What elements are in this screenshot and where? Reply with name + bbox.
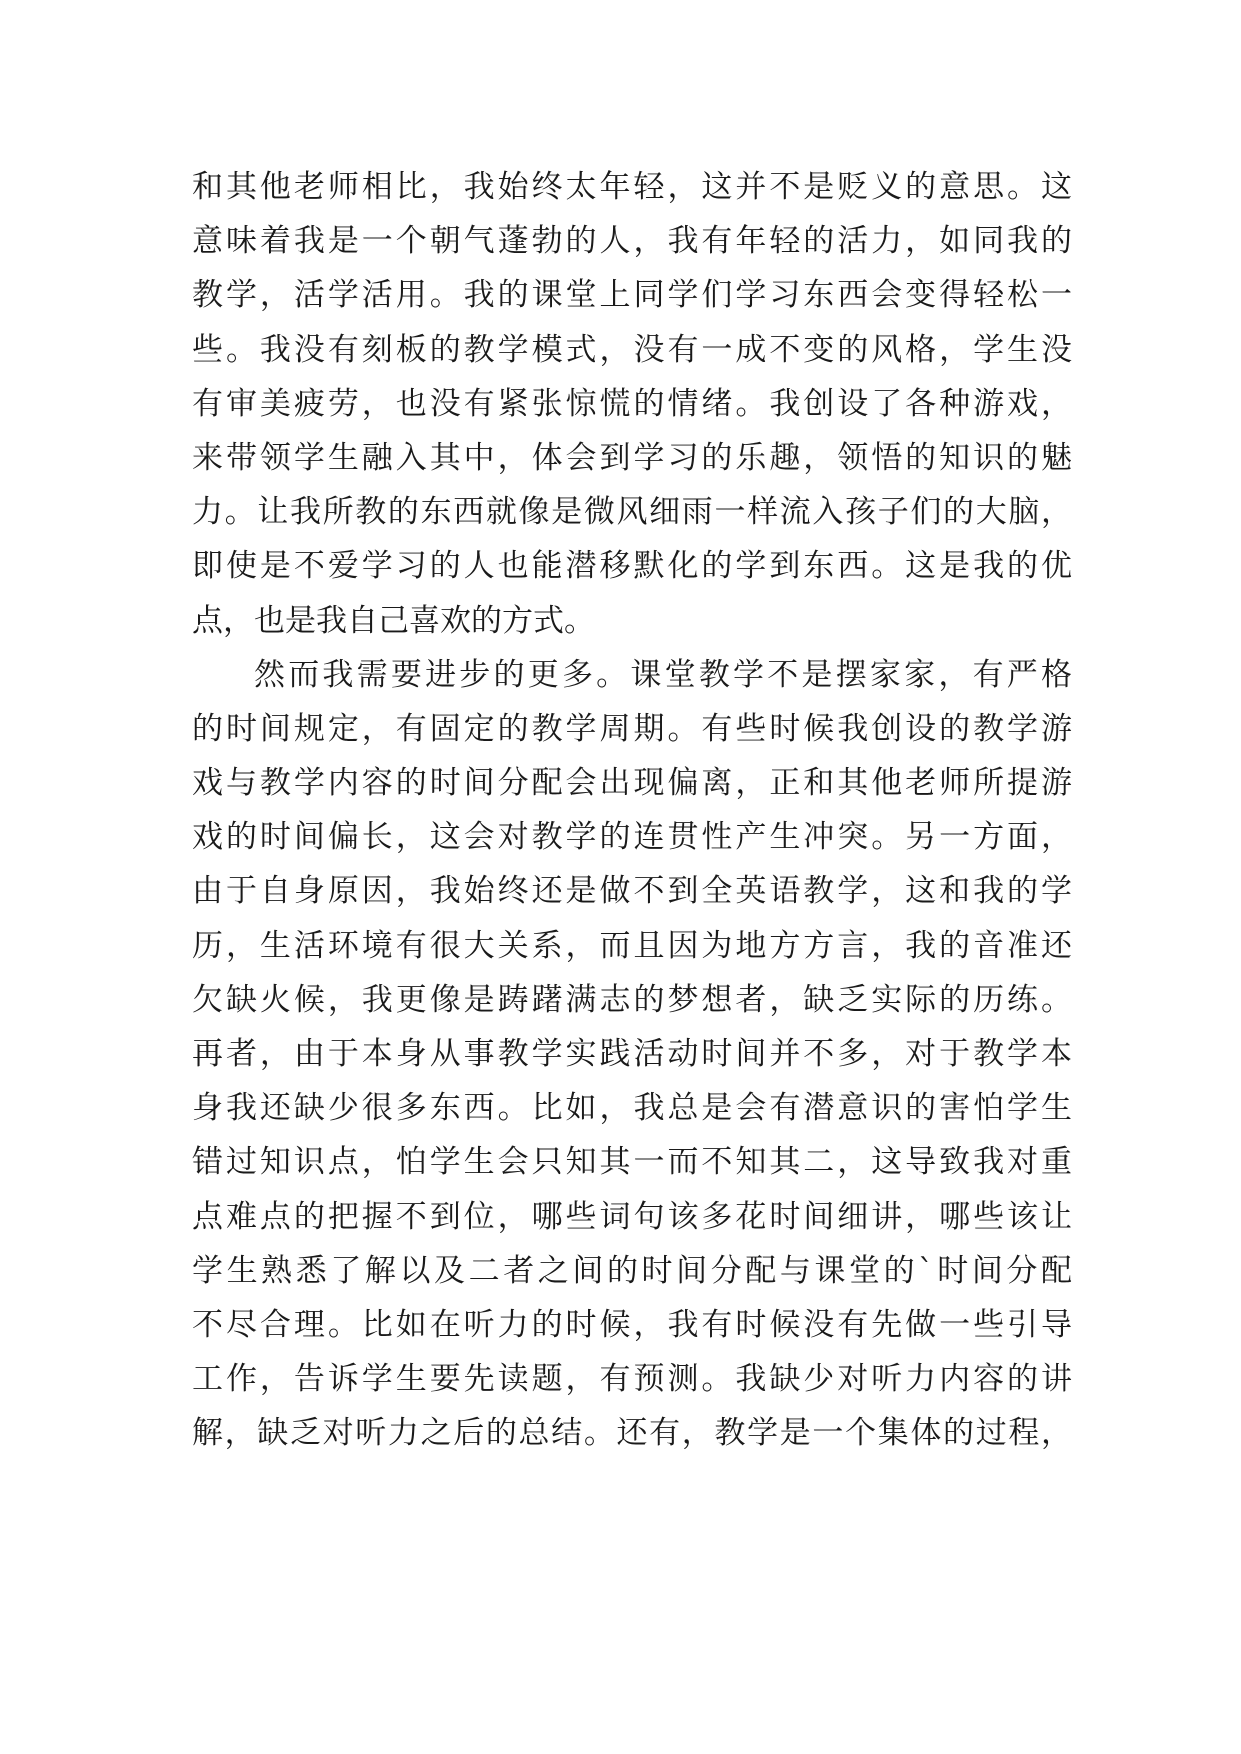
text-line: 解，缺乏对听力之后的总结。还有，教学是一个集体的过程， <box>192 1415 1072 1452</box>
paragraph-start-line: 然而我需要进步的更多。课堂教学不是摆家家，有严格 <box>254 656 1072 693</box>
text-line: 些。我没有刻板的教学模式，没有一成不变的风格，学生没 <box>192 331 1072 368</box>
text-line: 身我还缺少很多东西。比如，我总是会有潜意识的害怕学生 <box>192 1090 1072 1127</box>
text-line: 错过知识点，怕学生会只知其一而不知其二，这导致我对重 <box>192 1144 1072 1181</box>
text-line: 和其他老师相比，我始终太年轻，这并不是贬义的意思。这 <box>192 169 1072 205</box>
text-line: 欠缺火候，我更像是踌躇满志的梦想者，缺乏实际的历练。 <box>192 981 1072 1018</box>
text-line: 来带领学生融入其中，体会到学习的乐趣，领悟的知识的魅 <box>192 439 1072 476</box>
text-line: 历，生活环境有很大关系，而且因为地方方言，我的音准还 <box>192 927 1072 964</box>
text-line: 意味着我是一个朝气蓬勃的人，我有年轻的活力，如同我的 <box>192 223 1072 260</box>
text-line: 教学，活学活用。我的课堂上同学们学习东西会变得轻松一 <box>192 277 1072 314</box>
text-line: 不尽合理。比如在听力的时候，我有时候没有先做一些引导 <box>192 1306 1072 1343</box>
body-text <box>192 160 1072 1461</box>
text-line: 力。让我所教的东西就像是微风细雨一样流入孩子们的大脑， <box>192 494 1072 531</box>
text-line: 有审美疲劳，也没有紧张惊慌的情绪。我创设了各种游戏， <box>192 385 1072 422</box>
text-line: 点难点的把握不到位，哪些词句该多花时间细讲，哪些该让 <box>192 1198 1072 1235</box>
text-line: 戏与教学内容的时间分配会出现偏离，正和其他老师所提游 <box>192 765 1072 802</box>
text-line: 由于自身原因，我始终还是做不到全英语教学，这和我的学 <box>192 873 1072 910</box>
text-line: 戏的时间偏长，这会对教学的连贯性产生冲突。另一方面， <box>192 819 1072 856</box>
text-line: 即使是不爱学习的人也能潜移默化的学到东西。这是我的优 <box>192 548 1072 585</box>
text-line: 工作，告诉学生要先读题，有预测。我缺少对听力内容的讲 <box>192 1361 1072 1398</box>
text-line: 的时间规定，有固定的教学周期。有些时候我创设的教学游 <box>192 710 1072 747</box>
text-line: 学生熟悉了解以及二者之间的时间分配与课堂的`时间分配 <box>192 1252 1072 1289</box>
text-line: 再者，由于本身从事教学实践活动时间并不多，对于教学本 <box>192 1036 1072 1072</box>
text-line: 点，也是我自己喜欢的方式。 <box>192 602 595 639</box>
